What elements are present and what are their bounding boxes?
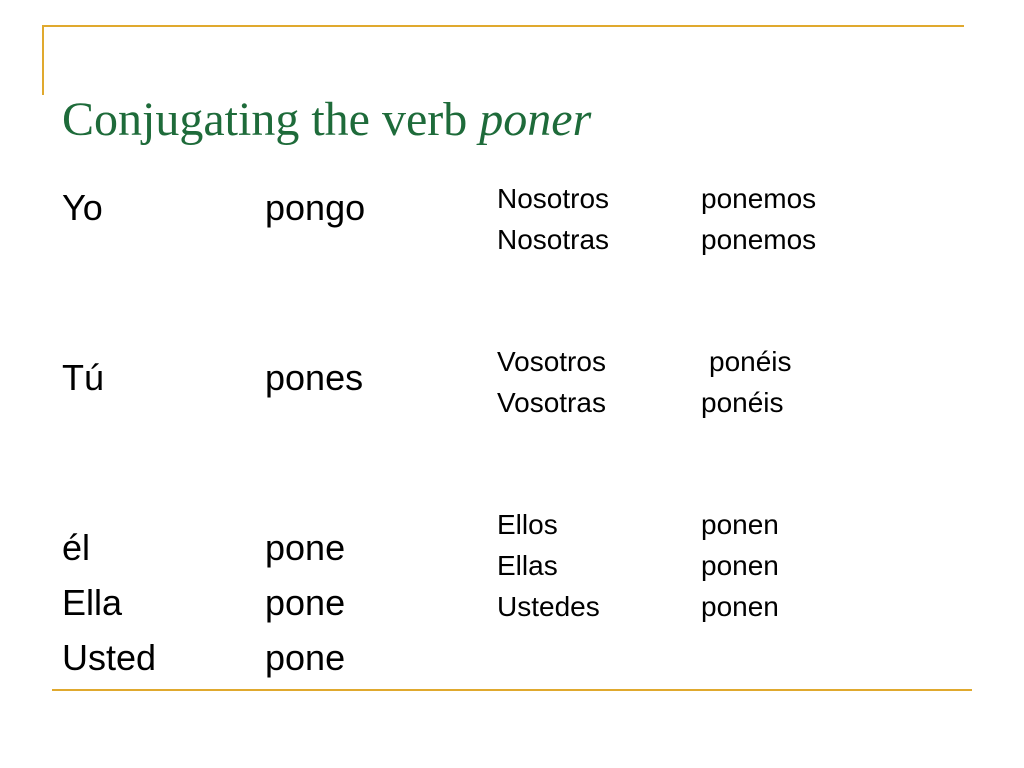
pronoun-vosotras: Vosotras bbox=[497, 387, 606, 418]
spacer bbox=[62, 235, 156, 350]
form-pone-el: pone bbox=[265, 527, 346, 568]
slide-title bbox=[62, 88, 591, 152]
form-ponen-ellos: ponen bbox=[701, 509, 779, 540]
form-poneis-vosotros: ponéis bbox=[709, 346, 792, 377]
top-accent-rule bbox=[44, 25, 964, 27]
form-pones: pones bbox=[265, 357, 364, 398]
singular-pronouns-column bbox=[62, 180, 156, 685]
pronoun-ellos: Ellos bbox=[497, 509, 558, 540]
spacer bbox=[62, 405, 156, 520]
spacer bbox=[265, 235, 365, 350]
pronoun-ella: Ella bbox=[62, 582, 123, 623]
form-ponemos-nosotros: ponemos bbox=[701, 183, 817, 214]
plural-pronouns-column bbox=[497, 178, 609, 627]
plural-forms-column bbox=[701, 178, 816, 627]
pronoun-nosotros: Nosotros bbox=[497, 183, 610, 214]
spacer bbox=[497, 260, 609, 341]
form-ponen-ellas: ponen bbox=[701, 550, 779, 581]
form-poneis-vosotras: ponéis bbox=[701, 387, 784, 418]
pronoun-ustedes: Ustedes bbox=[497, 591, 600, 622]
singular-forms-column bbox=[265, 180, 365, 685]
pronoun-yo: Yo bbox=[62, 187, 103, 228]
pronoun-usted: Usted bbox=[62, 637, 157, 678]
spacer bbox=[497, 423, 609, 504]
left-accent-rule bbox=[42, 25, 44, 95]
form-pone-ella: pone bbox=[265, 582, 346, 623]
form-ponen-ustedes: ponen bbox=[701, 591, 779, 622]
form-pongo: pongo bbox=[265, 187, 366, 228]
title-verb: poner bbox=[479, 93, 592, 146]
bottom-accent-rule bbox=[52, 689, 972, 691]
pronoun-vosotros: Vosotros bbox=[497, 346, 606, 377]
spacer bbox=[701, 423, 816, 504]
pronoun-tu: Tú bbox=[62, 357, 105, 398]
spacer bbox=[701, 260, 816, 341]
pronoun-el: él bbox=[62, 527, 91, 568]
pronoun-nosotras: Nosotras bbox=[497, 224, 610, 255]
title-prefix: Conjugating the verb bbox=[62, 93, 480, 146]
form-ponemos-nosotras: ponemos bbox=[701, 224, 817, 255]
form-pone-usted: pone bbox=[265, 637, 346, 678]
spacer bbox=[265, 405, 365, 520]
pronoun-ellas: Ellas bbox=[497, 550, 558, 581]
